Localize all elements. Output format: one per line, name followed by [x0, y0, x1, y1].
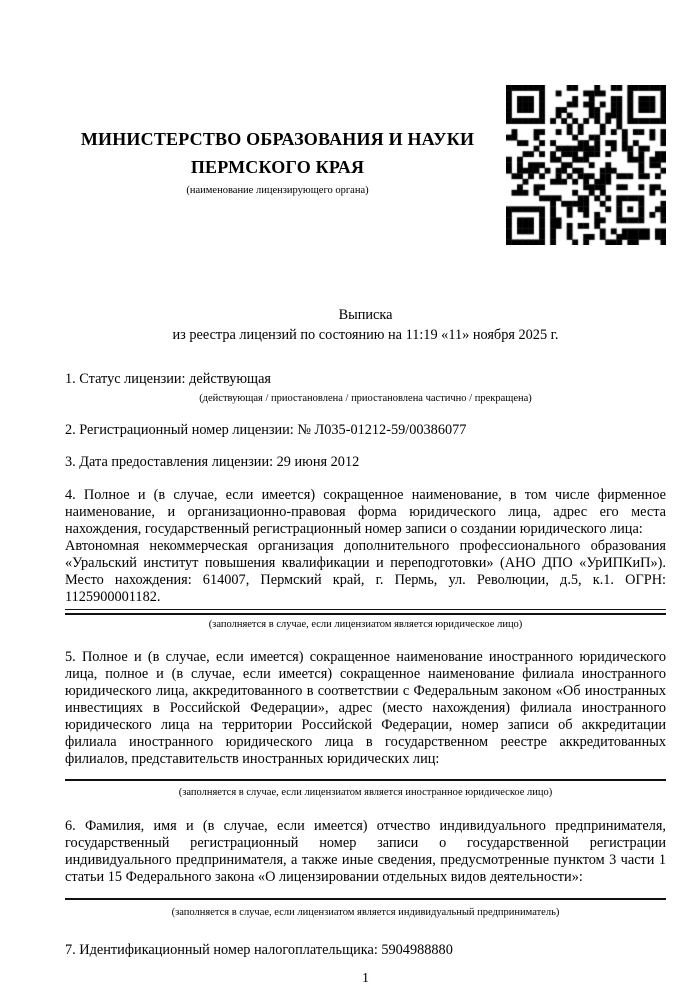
- title-date-line: из реестра лицензий по состоянию на 11:19 «11» ноября 2025 г.: [172, 327, 559, 343]
- field-license-status: 1. Статус лицензии: действующая: [65, 371, 271, 387]
- page-number: 1: [362, 971, 369, 986]
- field-legal-entity-caption: (заполняется в случае, если лицензиатом является юридическое лицо): [208, 619, 523, 630]
- licensing-authority-block: [65, 85, 490, 197]
- field-foreign-entity: [65, 649, 666, 768]
- field-legal-entity-value: Автономная некоммерческая организация дополнительного профессионального образования «Уральский институт повышения квалификации и переподготовки» (АНО ДПО «УрИПКиП»). Место нахождения: 614007, Пермский край, г. Пермь, ул. Революции, д.5, к.1. ОГРН: 1125900001182.: [65, 538, 666, 605]
- field-grant-date: 3. Дата предоставления лицензии: 29 июня 2012: [65, 454, 360, 470]
- field-license-status-caption: (действующая / приостановлена / приостановлена частично / прекращена): [199, 393, 532, 404]
- field-legal-entity-label: 4. Полное и (в случае, если имеется) сокращенное наименование, в том числе фирменное наименование, и организационно-правовая форма юридического лица, адрес его места нахождения, государственный регистрационный номер записи о создании юридического лица:: [65, 487, 666, 537]
- field-foreign-entity-label: 5. Полное и (в случае, если имеется) сокращенное наименование иностранного юридического лица, полное и (в случае, если имеется) сокращенное наименование филиала иностранного юридического лица, аккредитованного в соответствии с Федеральным законом «Об иностранных инвестициях в Российской Федерации», адрес (место нахождения) филиала иностранного юридического лица на территории Российской Федерации, номер записи об аккредитации филиала иностранного юридического лица в государственном реестре аккредитованных филиалов, представительств иностранных юридических лиц:: [65, 649, 666, 767]
- field-individual-entrepreneur-caption: (заполняется в случае, если лицензиатом является индивидуальный предприниматель): [171, 907, 560, 918]
- qr-code-icon: [506, 85, 666, 245]
- ministry-name-line1: МИНИСТЕРСТВО ОБРАЗОВАНИЯ И НАУКИ: [80, 129, 475, 149]
- field-foreign-entity-caption: (заполняется в случае, если лицензиатом является иностранное юридическое лицо): [178, 787, 553, 798]
- field-individual-entrepreneur-label: 6. Фамилия, имя и (в случае, если имеется) отчество индивидуального предпринимателя, государственный регистрационный номер записи о государственной регистрации индивидуального предпринимателя, а также иные сведения, предусмотренные пунктом 3 части 1 статьи 15 Федерального закона «О лицензировании отдельных видов деятельности»:: [65, 818, 666, 885]
- ministry-name-line2: ПЕРМСКОГО КРАЯ: [190, 157, 365, 177]
- field-individual-entrepreneur: [65, 818, 666, 886]
- fill-line: [65, 779, 666, 781]
- fill-line: [65, 898, 666, 900]
- field-registration-number: 2. Регистрационный номер лицензии: № Л035-01212-59/00386077: [65, 422, 467, 438]
- title-line: Выписка: [338, 307, 393, 323]
- licensing-authority-caption: (наименование лицензирующего органа): [186, 185, 369, 196]
- field-taxpayer-id: 7. Идентификационный номер налогоплательщика: 5904988880: [65, 942, 453, 958]
- section-rule: [65, 613, 666, 615]
- fill-line: [65, 609, 666, 610]
- field-legal-entity: [65, 487, 666, 606]
- document-header: [65, 0, 666, 245]
- document-title: [65, 305, 666, 345]
